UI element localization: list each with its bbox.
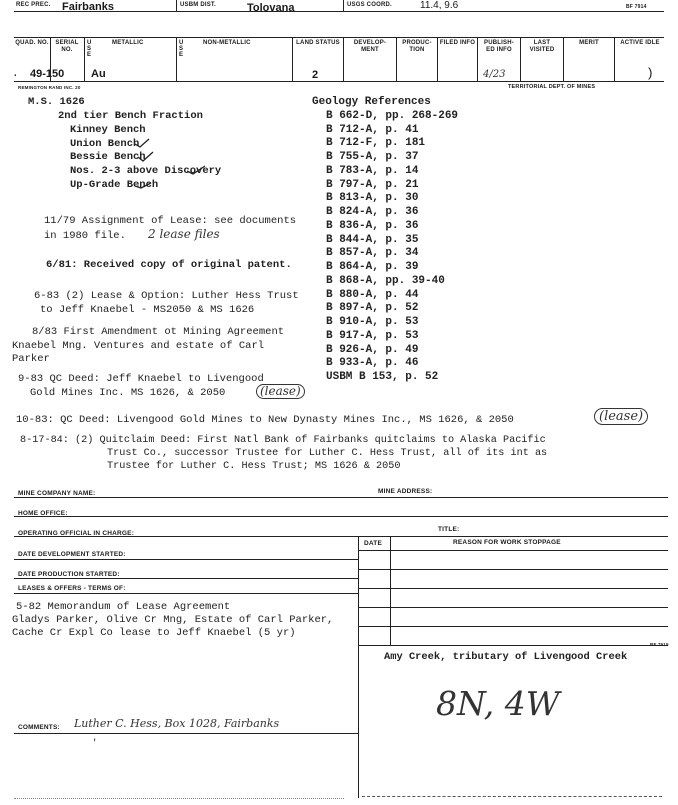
rule-date-development (14, 559, 358, 560)
col-production: PRODUC- TION (402, 40, 432, 53)
column-divider (520, 37, 521, 81)
label-date-prod-started: DATE PRODUCTION STARTED: (18, 571, 120, 578)
label-operating-official: OPERATING OFFICIAL IN CHARGE: (18, 530, 135, 537)
note-lease-option-2: to Jeff Knaebel - MS2050 & MS 1626 (40, 304, 255, 316)
rec-prec-label: REC PREC. (16, 2, 51, 8)
note-amendment-3: Parker (12, 353, 50, 365)
column-divider (614, 37, 615, 81)
col-land-status: LAND STATUS (296, 40, 340, 46)
usbm-dist-label: USBM DIST. (180, 2, 217, 8)
rec-prec-value: Fairbanks (62, 1, 114, 13)
col-quad-no: QUAD. NO. (15, 40, 49, 46)
geology-ref: B 868-A, pp. 39-40 (326, 275, 445, 287)
row-land-status: 2 (312, 69, 319, 81)
rule-mine-company (14, 497, 668, 498)
note-new-dynasty-hand: (lease) (594, 408, 648, 425)
row-tick: . (12, 68, 19, 80)
claim-item: 2nd tier Bench Fraction (58, 110, 203, 122)
geology-ref: B 897-A, p. 52 (326, 302, 419, 314)
form-code-2: BF 7915 (650, 642, 669, 647)
label-date-dev-started: DATE DEVELOPMENT STARTED: (18, 551, 126, 558)
label-mine-company-name: MINE COMPANY NAME: (18, 490, 96, 497)
header-bottom-rule (14, 81, 664, 82)
geology-ref: B 824-A, p. 36 (326, 206, 419, 218)
row-published: 4/23 (483, 69, 506, 80)
label-title: TITLE: (438, 526, 460, 533)
note-quitclaim-1: 8-17-84: (2) Quitclaim Deed: First Natl Bank of Fairbanks quitclaims to Alaska Pacific (20, 435, 546, 446)
label-stoppage-reason: REASON FOR WORK STOPPAGE (453, 539, 561, 546)
check-mark (187, 166, 205, 174)
note-amendment-1: 8/83 First Amendment ot Mining Agreement (32, 326, 285, 338)
lease-memo-2: Gladys Parker, Olive Cr Mng, Estate of Carl Parker, (12, 614, 334, 626)
location-text: Amy Creek, tributary of Livengood Creek (384, 651, 628, 663)
claim-item: Up-Grade Bench (70, 179, 159, 191)
note-quitclaim-2: Trust Co., successor Trustee for Luther C. Hess Trust, all of its int as (107, 448, 548, 459)
geology-ref: B 910-A, p. 53 (326, 316, 419, 328)
column-divider (477, 37, 478, 81)
col-merit: MERIT (579, 40, 599, 46)
note-qc-deed-2: Gold Mines Inc. MS 1626, & 2050 (30, 387, 226, 399)
header-divider (176, 0, 177, 11)
date-column-divider (390, 536, 391, 646)
geology-ref: B 926-A, p. 49 (326, 344, 419, 356)
ms-number: M.S. 1626 (28, 96, 85, 108)
geology-ref: B 712-F, p. 181 (326, 137, 426, 149)
printer-note: REMINGTON RAND INC. 20 (18, 85, 81, 90)
row-metallic: Au (91, 68, 106, 80)
claim-item: Nos. 2-3 above Discovery (70, 165, 222, 177)
stoppage-row-line (358, 626, 668, 627)
col-last-visited: LAST VISITED (529, 40, 555, 53)
geology-ref: B 844-A, p. 35 (326, 234, 419, 246)
col-serial-no: SERIAL NO. (55, 40, 79, 53)
stoppage-row-line (358, 645, 668, 646)
active-mark: ) (646, 66, 654, 81)
geology-ref: B 712-A, p. 41 (326, 124, 419, 136)
usbm-dist-value: Tolovana (247, 2, 295, 14)
check-mark (138, 152, 153, 161)
note-assignment-hand: 2 lease files (148, 227, 220, 241)
column-divider (563, 37, 564, 81)
geology-title: Geology References (312, 96, 431, 108)
label-home-office: HOME OFFICE: (18, 510, 68, 517)
column-divider (396, 37, 397, 81)
note-qc-deed-hand: (lease) (256, 384, 305, 399)
claim-item: Union Bench (70, 138, 140, 150)
lease-memo-3: Cache Cr Expl Co lease to Jeff Knaebel (5 yr) (12, 627, 296, 639)
location-hand-coords: 8N, 4W (436, 684, 560, 723)
column-divider (84, 37, 85, 81)
geology-ref: B 917-A, p. 53 (326, 330, 419, 342)
stoppage-row-line (358, 607, 668, 608)
note-quitclaim-3: Trustee for Luther C. Hess Trust; MS 1626 & 2050 (107, 461, 401, 472)
stoppage-row-line (358, 588, 668, 589)
header-divider (343, 0, 344, 11)
geology-ref: B 836-A, p. 36 (326, 220, 419, 232)
claim-item: Bessie Bench (70, 151, 146, 163)
rule-date-production (14, 578, 358, 579)
geology-ref: B 880-A, p. 44 (326, 289, 419, 301)
label-stoppage-date: DATE (364, 540, 383, 547)
check-mark (135, 183, 151, 188)
col-nonmetallic: NON-METALLIC (203, 40, 251, 46)
column-divider (292, 37, 293, 81)
check-mark (135, 139, 149, 147)
note-assignment-2: in 1980 file. (44, 230, 126, 242)
label-leases-offers: LEASES & OFFERS - TERMS OF: (18, 585, 126, 592)
form-code: BF 7914 (626, 4, 647, 10)
row-serial: 49-150 (30, 68, 65, 80)
stray-mark: ' (92, 738, 98, 748)
note-assignment-1: 11/79 Assignment of Lease: see documents (44, 215, 297, 227)
note-qc-deed-1: 9-83 QC Deed: Jeff Knaebel to Livengood (18, 373, 264, 385)
column-divider (176, 37, 177, 81)
col-use-metallic: U S E (87, 40, 92, 58)
geology-ref: B 864-A, p. 39 (326, 261, 419, 273)
column-divider (343, 37, 344, 81)
rule-home-office (14, 516, 668, 517)
note-lease-option-1: 6-83 (2) Lease & Option: Luther Hess Trust (34, 290, 299, 302)
col-metallic: METALLIC (112, 40, 144, 46)
bottom-rule (362, 796, 662, 797)
bottom-rule-left (14, 798, 344, 799)
rule-leases (14, 593, 358, 594)
check-marks (135, 133, 225, 193)
col-use-nonmetallic: U S E (179, 40, 184, 58)
lease-memo-1: 5-82 Memorandum of Lease Agreement (16, 601, 231, 613)
comments-hand: Luther C. Hess, Box 1028, Fairbanks (74, 717, 280, 730)
col-active-idle: ACTIVE IDLE (620, 40, 660, 46)
territorial-note: TERRITORIAL DEPT. OF MINES (508, 84, 596, 90)
geology-ref: B 783-A, p. 14 (326, 165, 419, 177)
note-amendment-2: Knaebel Mng. Ventures and estate of Carl (12, 340, 265, 352)
geology-ref: B 755-A, p. 37 (326, 151, 419, 163)
stoppage-row-line (358, 550, 668, 551)
col-development: DEVELOP- MENT (353, 40, 387, 53)
geology-ref: B 797-A, p. 21 (326, 179, 419, 191)
geology-ref: B 813-A, p. 30 (326, 192, 419, 204)
rule-comments (14, 733, 358, 734)
column-divider (437, 37, 438, 81)
claim-item: Kinney Bench (70, 124, 146, 136)
note-new-dynasty: 10-83: QC Deed: Livengood Gold Mines to New Dynasty Mines Inc., MS 1626, & 2050 (16, 414, 514, 426)
geology-ref: B 857-A, p. 34 (326, 247, 419, 259)
geology-ref: B 933-A, p. 46 (326, 357, 419, 369)
col-filed-info: FILED INFO (439, 40, 476, 46)
note-patent: 6/81: Received copy of original patent. (46, 259, 292, 271)
usgs-coord-label: USGS COORD. (347, 2, 392, 8)
header-mid-rule (14, 37, 664, 38)
geology-ref: USBM B 153, p. 52 (326, 371, 439, 383)
label-comments: COMMENTS: (18, 724, 60, 731)
col-published-info: PUBLISH- ED INFO (484, 40, 514, 53)
usgs-coord-value: 11.4, 9.6 (420, 0, 459, 11)
geology-ref: B 662-D, pp. 268-269 (326, 110, 459, 122)
label-mine-address: MINE ADDRESS: (378, 488, 433, 495)
footer-center-divider (358, 536, 359, 798)
stoppage-row-line (358, 569, 668, 570)
